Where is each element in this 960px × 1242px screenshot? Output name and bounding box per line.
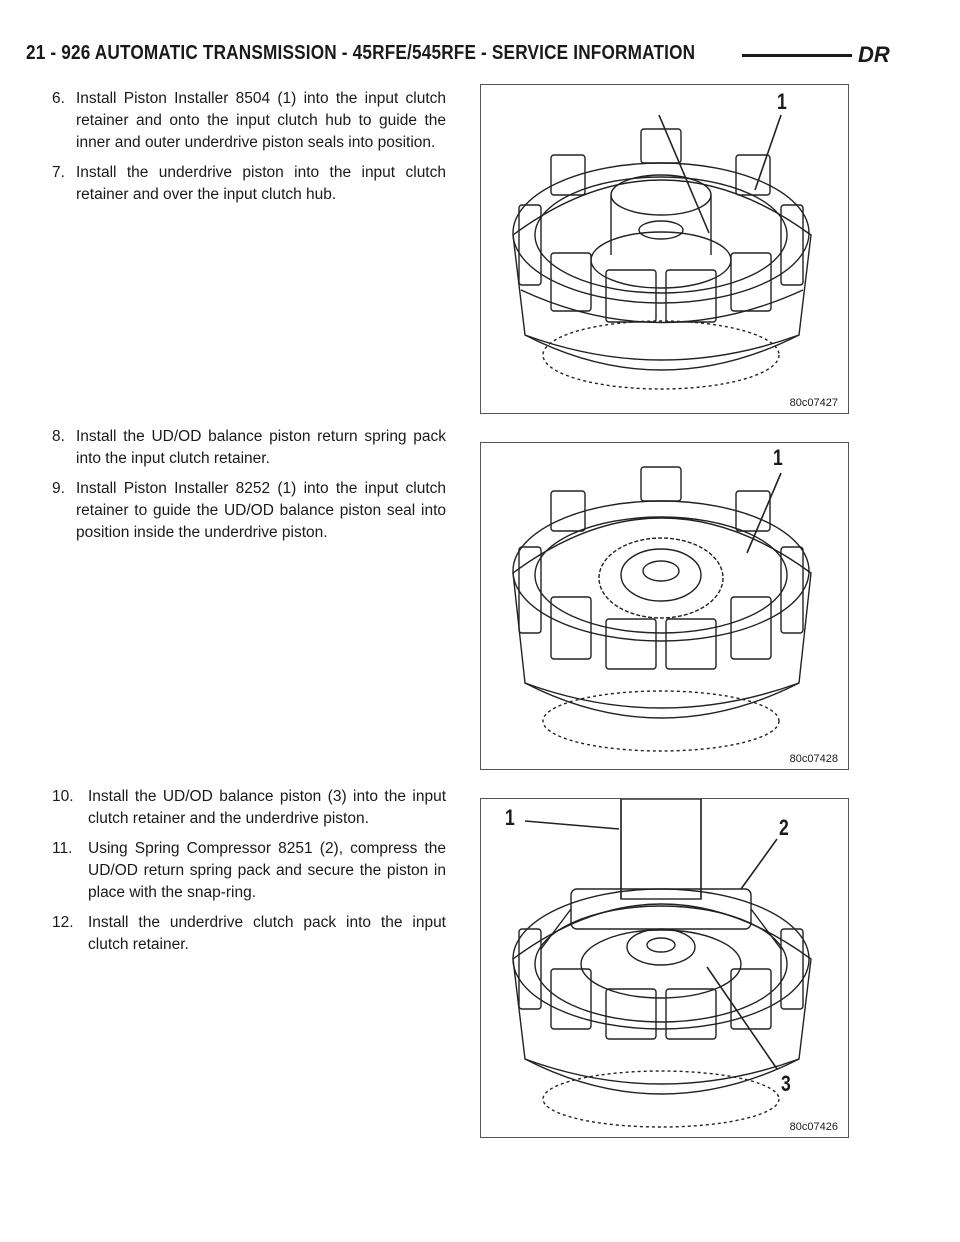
step-text: Install Piston Installer 8252 (1) into the input clutch retainer to guide the UD/OD balance piston seal into position inside the underdrive piston.: [76, 480, 446, 541]
step-number: 6.: [52, 90, 65, 107]
step-item: [52, 478, 446, 544]
figure-illustration: [481, 799, 848, 1137]
steps-group-2: [52, 426, 446, 552]
figure-code: 80c07427: [789, 397, 838, 409]
step-item: [52, 838, 446, 904]
figure-code: 80c07426: [789, 1121, 838, 1133]
step-number: 10.: [52, 788, 74, 805]
steps-group-1: [52, 88, 446, 214]
step-item: [52, 786, 446, 830]
figure-code: 80c07428: [789, 753, 838, 765]
figure-illustration: [481, 85, 848, 413]
steps-group-3: [52, 786, 446, 964]
figure-balance-piston-installer: [480, 442, 849, 770]
figure-clutch-retainer-piston-installer: [480, 84, 849, 414]
step-item: [52, 88, 446, 154]
step-text: Install the UD/OD balance piston return spring pack into the input clutch retainer.: [76, 428, 446, 467]
step-number: 12.: [52, 914, 74, 931]
step-text: Using Spring Compressor 8251 (2), compress the UD/OD return spring pack and secure the piston in place with the snap-ring.: [88, 840, 446, 901]
step-number: 9.: [52, 480, 65, 497]
step-text: Install the underdrive clutch pack into the input clutch retainer.: [88, 914, 446, 953]
step-text: Install the underdrive piston into the input clutch retainer and over the input clutch hub.: [76, 164, 446, 203]
figure-callout: 2: [779, 815, 789, 840]
page-header: [26, 40, 890, 76]
step-item: [52, 912, 446, 956]
header-logo: DR: [858, 42, 890, 67]
page-header-title: 21 - 926 AUTOMATIC TRANSMISSION - 45RFE/545RFE - SERVICE INFORMATION: [26, 42, 696, 64]
figure-illustration: [481, 443, 848, 769]
figure-callout: 1: [505, 805, 515, 830]
step-text: Install the UD/OD balance piston (3) into the input clutch retainer and the underdrive piston.: [88, 788, 446, 827]
figure-callout: 3: [781, 1071, 791, 1096]
figure-callout: 1: [777, 89, 787, 114]
step-item: [52, 426, 446, 470]
step-number: 11.: [52, 840, 73, 857]
figure-callout: 1: [773, 445, 783, 470]
step-number: 8.: [52, 428, 65, 445]
figure-spring-compressor: [480, 798, 849, 1138]
step-text: Install Piston Installer 8504 (1) into the input clutch retainer and onto the input clutch hub to guide the inner and outer underdrive piston seals into position.: [76, 90, 446, 151]
step-number: 7.: [52, 164, 65, 181]
header-rule: [742, 54, 852, 57]
step-item: [52, 162, 446, 206]
